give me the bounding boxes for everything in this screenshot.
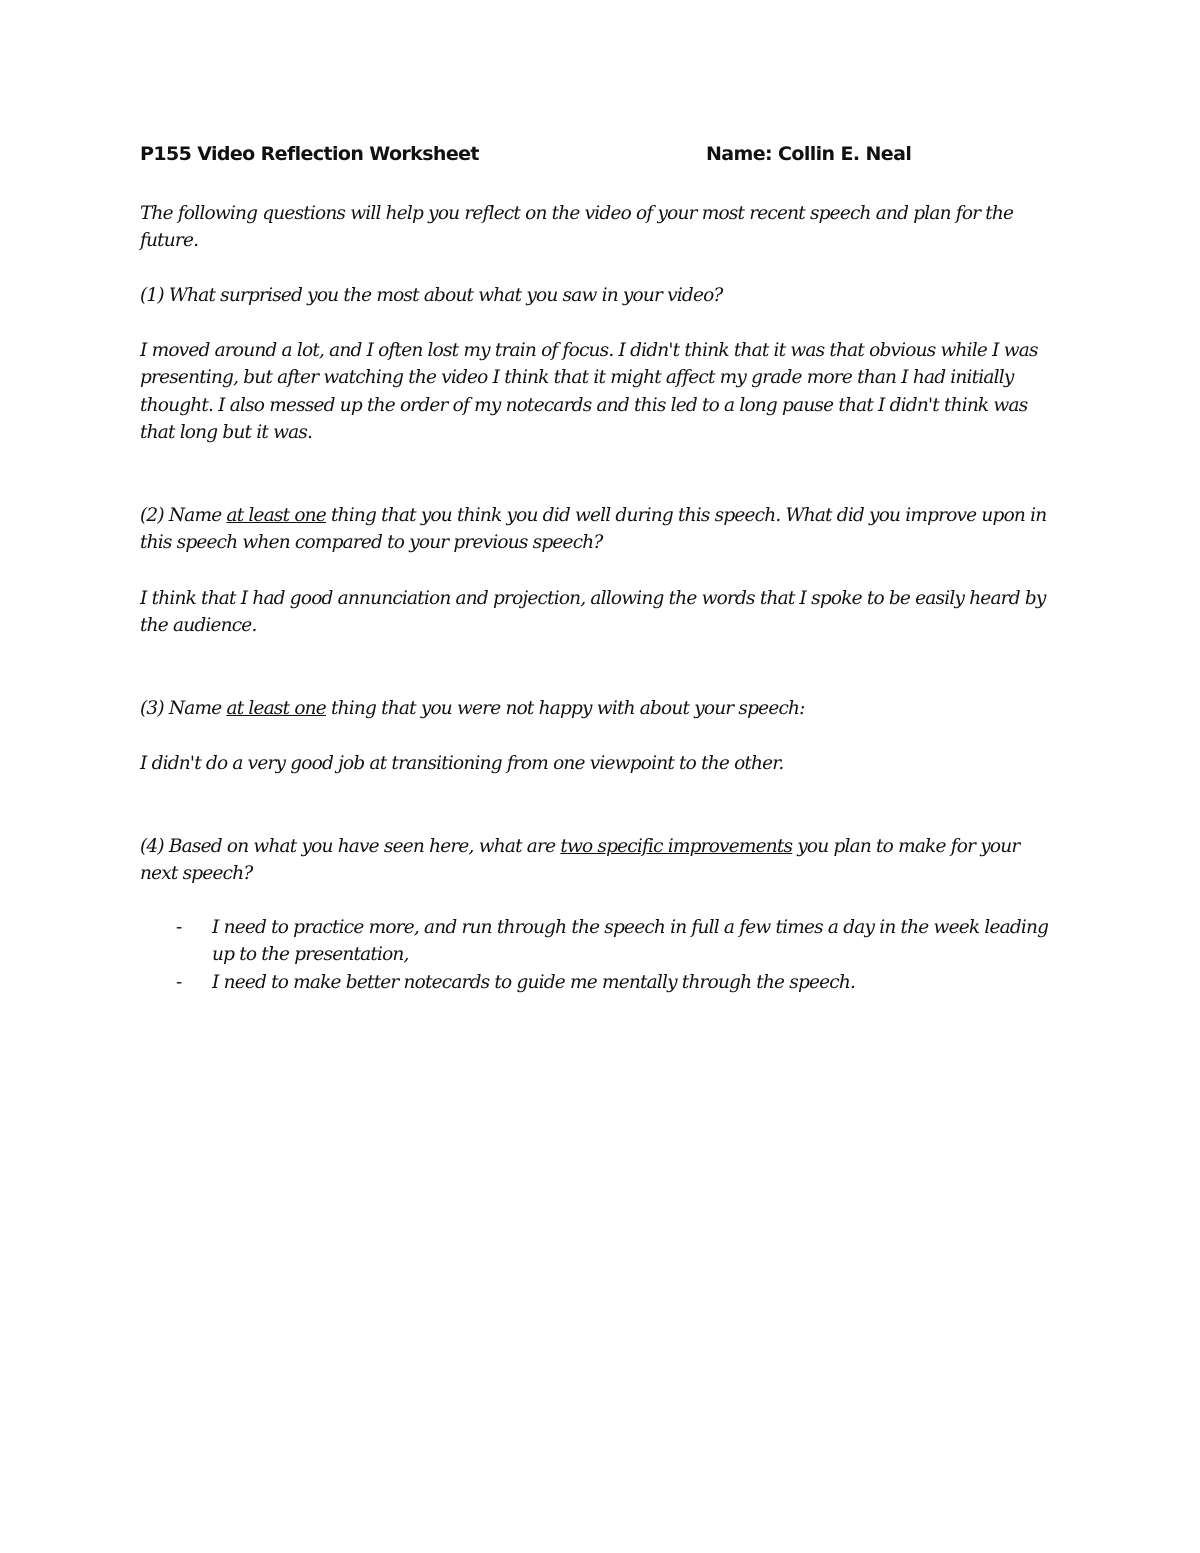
list-item-text: I need to practice more, and run through the speech in full a few times a day in the week leading up to the presentation, bbox=[212, 917, 1049, 966]
list-item bbox=[140, 914, 1060, 969]
question-3-prompt-start: (3) Name bbox=[140, 698, 227, 719]
question-2-answer: I think that I had good annunciation and projection, allowing the words that I spoke to be easily heard by the audience. bbox=[140, 588, 1046, 637]
question-4-answer-list bbox=[140, 914, 1060, 996]
question-2-emphasis: at least one bbox=[226, 505, 326, 526]
intro-paragraph: The following questions will help you reflect on the video of your most recent speech and plan for the future. bbox=[140, 203, 1014, 252]
question-2-prompt-end: thing that you think you did well during this speech. What did you improve upon in this speech when compared to your previous speech? bbox=[140, 505, 1047, 554]
list-item-text: I need to make better notecards to guide me mentally through the speech. bbox=[212, 971, 856, 993]
bullet-dash: - bbox=[176, 917, 182, 938]
question-3-emphasis: at least one bbox=[226, 698, 326, 719]
question-4-prompt-end: you plan to make for your next speech? bbox=[140, 836, 1020, 885]
worksheet-title: P155 Video Reflection Worksheet bbox=[140, 143, 479, 165]
question-3-answer: I didn't do a very good job at transitioning from one viewpoint to the other. bbox=[140, 753, 784, 774]
worksheet-header bbox=[140, 143, 1080, 173]
question-3-prompt-end: thing that you were not happy with about your speech: bbox=[325, 698, 805, 719]
student-name: Name: Collin E. Neal bbox=[706, 143, 912, 165]
question-4-prompt-start: (4) Based on what you have seen here, what are bbox=[140, 836, 561, 857]
question-1-prompt: (1) What surprised you the most about what you saw in your video? bbox=[140, 285, 723, 306]
list-item bbox=[140, 969, 1060, 996]
question-2-prompt-start: (2) Name bbox=[140, 505, 227, 526]
bullet-dash: - bbox=[176, 971, 182, 993]
question-4-emphasis: two specific improvements bbox=[560, 836, 793, 857]
question-2-prompt bbox=[140, 502, 1060, 557]
question-1-answer: I moved around a lot, and I often lost my train of focus. I didn't think that it was that obvious while I was presenting, but after watching the video I think that it might affect my grade more than I had initially thought. I also messed up the order of my notecards and this led to a long pause that I didn't think was that long but it was. bbox=[140, 340, 1038, 444]
question-3-prompt bbox=[140, 695, 1060, 722]
question-4-prompt bbox=[140, 833, 1060, 888]
